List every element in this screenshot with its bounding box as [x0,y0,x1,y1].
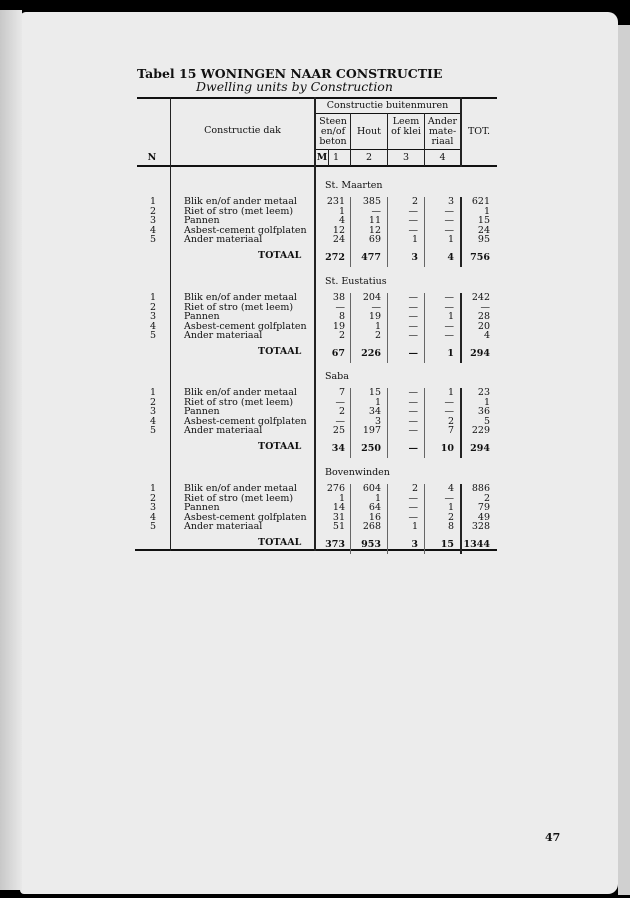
total-cell: 953 [361,539,381,550]
row-number: 5 [150,330,157,342]
row-label: Asbest-cement golfplaten [184,511,307,523]
table-cell: 276 [326,483,345,494]
table-cell: 1 [411,234,418,246]
total-cell: 294 [470,348,490,359]
total-cell: 34 [331,443,345,454]
table-cell: — [371,301,381,313]
total-cell: 477 [361,252,381,263]
table-cell: 7 [447,425,454,437]
table-cell: 1 [483,205,490,217]
table-cell: 2 [338,330,345,342]
page-binding-shadow [0,10,22,890]
table-cell: — [480,301,490,313]
row-label: Ander materiaal [184,234,263,246]
header-constructie-buitenmuren: Constructie buitenmuren [326,100,449,111]
total-cell: 1 [447,348,454,359]
total-cell: 294 [470,443,490,454]
table-cell: 1 [338,492,345,504]
row-number: 4 [150,320,157,332]
row-number: 2 [150,301,157,313]
header-m: M [316,152,328,163]
row-number: 1 [150,483,157,494]
table-cell: — [408,502,418,514]
total-cell: 4 [447,252,454,263]
page-edge [618,25,630,895]
header-ander-materiaal: Ander mate- riaal [427,116,458,147]
row-label: Pannen [184,215,220,227]
table-cell: 15 [477,215,490,227]
table-cell: 4 [338,215,345,227]
header-leem-klei: Leem of klei [391,116,421,137]
table-cell: 12 [332,224,345,236]
table-cell: — [444,205,454,217]
total-cell: 756 [470,252,490,263]
table-cell: — [444,301,454,313]
table-cell: 19 [368,311,381,323]
table-cell: 1 [374,396,381,408]
section-title: St. Maarten [325,180,383,191]
header-tot: TOT. [467,126,491,137]
row-label: Blik en/of ander metaal [184,292,297,303]
table-cell: — [408,330,418,342]
table-cell: 15 [368,387,381,398]
page-number: 47 [545,831,561,844]
table-cell: 2 [447,415,454,427]
row-label: Asbest-cement golfplaten [184,224,307,236]
table-cell: 25 [332,425,345,437]
table-cell: — [408,387,418,398]
row-label: Blik en/of ander metaal [184,387,297,398]
table-cell: 1 [447,502,454,514]
table-cell: 4 [447,483,454,494]
table-cell: 2 [338,406,345,418]
row-label: Pannen [184,502,220,514]
total-cell: 10 [440,443,454,454]
table-cell: 231 [326,196,345,207]
row-label: Asbest-cement golfplaten [184,320,307,332]
row-label: Ander materiaal [184,521,263,533]
table-cell: 31 [332,511,345,523]
table-cell: — [444,406,454,418]
total-cell: 272 [325,252,345,263]
table-cell: — [408,205,418,217]
table-cell: 14 [332,502,345,514]
total-cell: 3 [411,539,418,550]
table-cell: 79 [477,502,490,514]
table-cell: 69 [368,234,381,246]
table-cell: 2 [411,483,418,494]
header-n: N [147,152,157,163]
table-cell: — [408,320,418,332]
table-cell: 2 [411,196,418,207]
row-number: 3 [150,311,157,323]
table-cell: 11 [368,215,381,227]
row-number: 5 [150,425,157,437]
row-number: 3 [150,406,157,418]
table-cell: 16 [368,511,381,523]
section-title: Saba [325,371,349,382]
row-number: 1 [150,292,157,303]
table-cell: 8 [447,521,454,533]
total-cell: 226 [361,348,381,359]
table-cell: 3 [447,196,454,207]
table-cell: 621 [471,196,490,207]
table-cell: — [408,511,418,523]
table-cell: — [408,292,418,303]
table-cell: 229 [471,425,490,437]
header-index-2: 2 [365,152,373,163]
header-bottom-rule [137,165,497,167]
table-title: Tabel 15 WONINGEN NAAR CONSTRUCTIE [137,66,443,81]
header-top-rule [137,97,497,99]
table-subtitle: Dwelling units by Construction [196,79,393,94]
table-cell: 268 [362,521,381,533]
table-cell: 197 [362,425,381,437]
table-cell: — [444,215,454,227]
header-constructie-dak: Constructie dak [204,125,281,136]
row-number: 4 [150,224,157,236]
header-index-3: 3 [402,152,410,163]
table-cell: — [335,396,345,408]
row-number: 2 [150,396,157,408]
table-cell: 3 [374,415,381,427]
row-number: 4 [150,415,157,427]
total-cell: 250 [361,443,381,454]
table-cell: 64 [368,502,381,514]
table-cell: 1 [374,320,381,332]
table-cell: 24 [477,224,490,236]
table-cell: — [371,205,381,217]
table-cell: 95 [477,234,490,246]
table-cell: 1 [483,396,490,408]
section-title: Bovenwinden [325,467,390,478]
table-cell: 1 [447,311,454,323]
table-cell: — [408,425,418,437]
header-steen-beton: Steen en/of beton [319,116,347,147]
table-cell: — [444,292,454,303]
table-cell: — [335,301,345,313]
table-cell: 1 [338,205,345,217]
table-cell: — [408,406,418,418]
total-cell: 373 [325,539,345,550]
row-label: Pannen [184,406,220,418]
table-cell: — [335,415,345,427]
table-cell: 328 [471,521,490,533]
table-cell: — [444,330,454,342]
table-cell: 38 [332,292,345,303]
section-title: St. Eustatius [325,276,387,287]
table-cell: 8 [338,311,345,323]
table-cell: — [444,396,454,408]
table-cell: — [408,396,418,408]
table-cell: 204 [362,292,381,303]
total-cell: — [408,443,418,454]
table-cell: — [444,492,454,504]
row-label: Riet of stro (met leem) [184,205,294,217]
table-cell: 1 [374,492,381,504]
table-cell: 385 [362,196,381,207]
table-cell: 2 [483,492,490,504]
row-label: Asbest-cement golfplaten [184,415,307,427]
table-cell: 1 [447,387,454,398]
total-cell: — [408,348,418,359]
header-index-1: 1 [332,152,340,163]
table-cell: — [408,415,418,427]
total-label: TOTAAL [258,346,302,357]
table-cell: 28 [477,311,490,323]
table-cell: 1 [411,521,418,533]
row-label: Riet of stro (met leem) [184,396,294,408]
total-cell: 3 [411,252,418,263]
total-cell: 15 [440,539,454,550]
table-cell: 23 [477,387,490,398]
table-cell: 2 [447,511,454,523]
table-cell: 19 [332,320,345,332]
row-number: 3 [150,502,157,514]
table-cell: 20 [477,320,490,332]
n-column-divider [170,97,171,551]
total-cell: 1344 [463,539,490,550]
row-number: 3 [150,215,157,227]
row-number: 2 [150,205,157,217]
table-cell: — [408,215,418,227]
table-cell: 604 [362,483,381,494]
row-label: Blik en/of ander metaal [184,483,297,494]
table-cell: 242 [471,292,490,303]
table-cell: — [444,224,454,236]
table-cell: 24 [332,234,345,246]
table-cell: — [444,320,454,332]
row-number: 2 [150,492,157,504]
row-number: 1 [150,196,157,207]
row-label: Riet of stro (met leem) [184,301,294,313]
table-cell: 2 [374,330,381,342]
row-label: Riet of stro (met leem) [184,492,294,504]
row-number: 5 [150,521,157,533]
total-cell: 67 [331,348,345,359]
row-label: Pannen [184,311,220,323]
table-cell: 49 [477,511,490,523]
table-cell: — [408,311,418,323]
table-cell: 34 [368,406,381,418]
row-label: Ander materiaal [184,330,263,342]
table-cell: 886 [471,483,490,494]
table-cell: 5 [483,415,490,427]
table-cell: 7 [338,387,345,398]
table-cell: 1 [447,234,454,246]
table-cell: — [408,301,418,313]
total-label: TOTAAL [258,537,302,548]
header-hout: Hout [357,126,381,137]
table-cell: 36 [477,406,490,418]
header-index-4: 4 [439,152,446,163]
row-number: 1 [150,387,157,398]
table-cell: 12 [368,224,381,236]
table-cell: — [408,224,418,236]
row-label: Ander materiaal [184,425,263,437]
row-number: 5 [150,234,157,246]
table-cell: — [408,492,418,504]
row-number: 4 [150,511,157,523]
total-label: TOTAAL [258,250,302,261]
row-label: Blik en/of ander metaal [184,196,297,207]
total-label: TOTAAL [258,441,302,452]
table-cell: 4 [483,330,490,342]
table-cell: 51 [332,521,345,533]
